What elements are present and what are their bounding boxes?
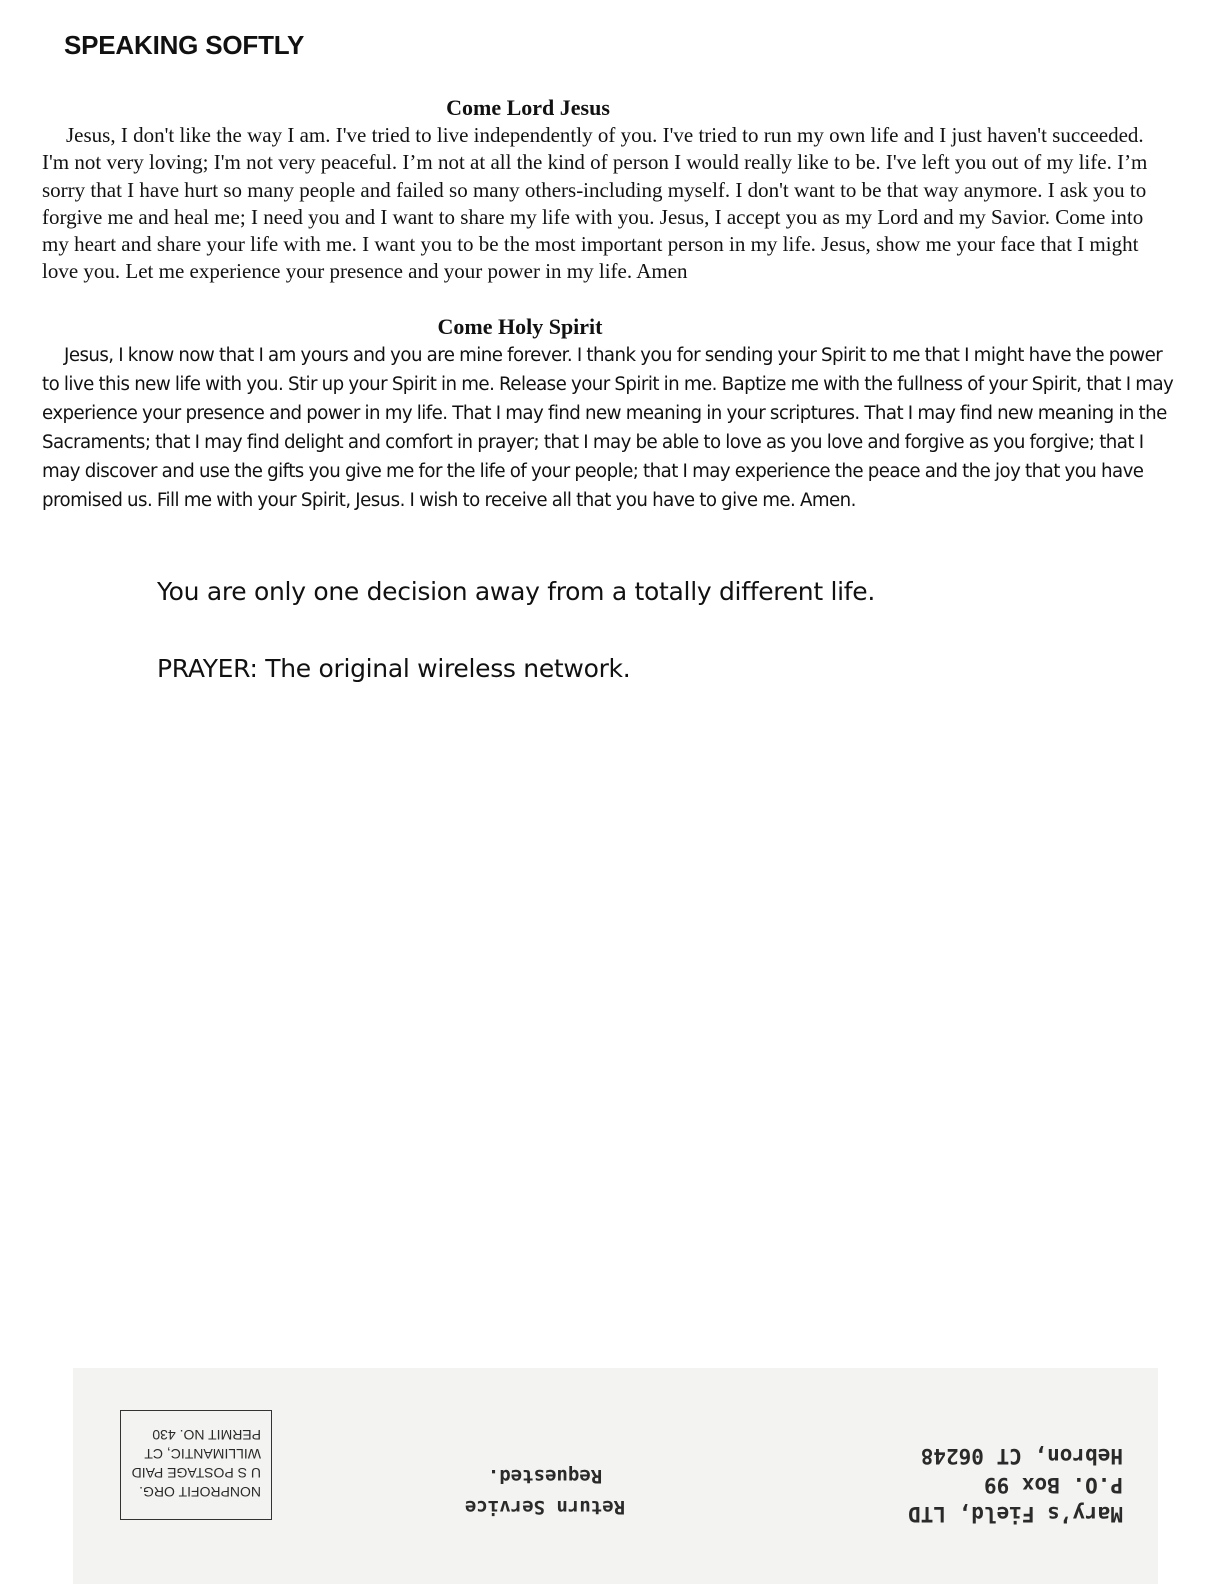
return-service-line: Return Service: [464, 1496, 626, 1518]
section-title-come-lord-jesus: Come Lord Jesus: [446, 95, 610, 120]
sender-address: [883, 1441, 1123, 1528]
section-title-come-holy-spirit: Come Holy Spirit: [437, 314, 603, 339]
prayer-come-lord-jesus: Jesus, I don't like the way I am. I've tried to live independently of you. I've tried to run my own life and I just haven't succeeded. I'm not very loving; I'm not very peaceful. I’m not at all the kind of person I would really like to be. I've left you out of my life. I’m sorry that I have hurt so many people and failed so many others-including myself. I don't want to be that way anymore. I ask you to forgive me and heal me; I need you and I want to share my life with you. Jesus, I accept you as my Lord and my Savior. Come into my heart and share your life with me. I want you to be the most important person in my life. Jesus, show me your face that I might love you. Let me experience your presence and your power in my life. Amen: [42, 123, 1148, 284]
return-service-line: Requested.: [487, 1465, 603, 1487]
return-service-notice: [445, 1460, 645, 1522]
mailing-panel: [73, 1368, 1158, 1584]
permit-line: PERMIT NO. 430: [152, 1427, 261, 1443]
sender-line: Mary’s Field, LTD: [908, 1502, 1123, 1526]
sender-line: P.O. Box 99: [983, 1473, 1123, 1497]
quote-decision: You are only one decision away from a totally different life.: [157, 577, 876, 606]
permit-line: U S POSTAGE PAID: [131, 1465, 261, 1481]
permit-line: WILLIMANTIC, CT: [144, 1446, 261, 1462]
page-heading: SPEAKING SOFTLY: [64, 30, 305, 60]
postage-permit-box: [120, 1410, 272, 1520]
permit-line: NONPROFIT ORG.: [139, 1484, 261, 1500]
prayer-come-holy-spirit: Jesus, I know now that I am yours and you are mine forever. I thank you for sending your Spirit to me that I might have the power to live this new life with you. Stir up your Spirit in me. Release your Spirit in me. Baptize me with the fullness of your Spirit, that I may experience your presence and power in my life. That I may find new meaning in your scriptures. That I may find new meaning in the Sacraments; that I may find delight and comfort in prayer; that I may be able to love as you love and forgive as you forgive; that I may discover and use the gifts you give me for the life of your people; that I may experience the peace and the joy that you have promised us. Fill me with your Spirit, Jesus. I wish to receive all that you have to give me. Amen.: [42, 345, 1174, 511]
sender-line: Hebron, CT 06248: [920, 1444, 1123, 1468]
quote-prayer-wireless: PRAYER: The original wireless network.: [157, 654, 631, 683]
